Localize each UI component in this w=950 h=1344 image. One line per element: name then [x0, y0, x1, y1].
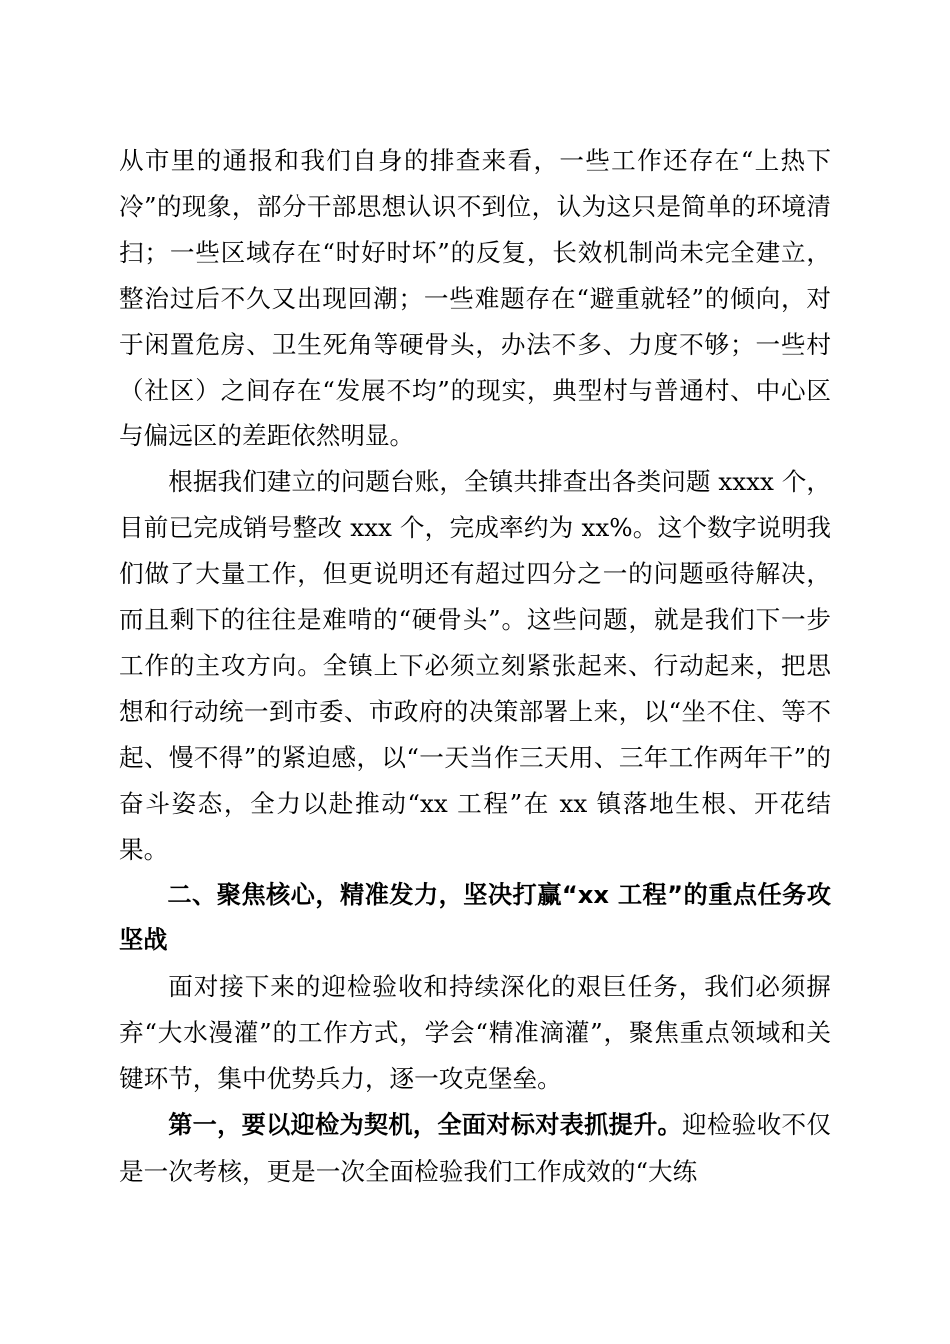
section-heading: 二、聚焦核心，精准发力，坚决打赢“xx 工程”的重点任务攻坚战	[119, 880, 831, 955]
document-page	[119, 138, 831, 1195]
body-paragraph	[119, 1102, 831, 1195]
paragraph-lead: 第一，要以迎检为契机，全面对标对表抓提升。	[168, 1111, 683, 1140]
body-paragraph: 从市里的通报和我们自身的排查来看，一些工作还存在“上热下冷”的现象，部分干部思想认识不到位，认为这只是简单的环境清扫；一些区域存在“时好时坏”的反复，长效机制尚未完全建立，整治过后不久又出现回潮；一些难题存在“避重就轻”的倾向，对于闲置危房、卫生死角等硬骨头，办法不多、力度不够；一些村（社区）之间存在“发展不均”的现实，典型村与普通村、中心区与偏远区的差距依然明显。	[119, 146, 831, 451]
body-paragraph: 根据我们建立的问题台账，全镇共排查出各类问题 xxxx 个，目前已完成销号整改 xxx 个，完成率约为 xx%。这个数字说明我们做了大量工作，但更说明还有超过四分之一的问题亟待解决，而且剩下的往往是难啃的“硬骨头”。这些问题，就是我们下一步工作的主攻方向。全镇上下必须立刻紧张起来、行动起来，把思想和行动统一到市委、市政府的决策部署上来，以“坐不住、等不起、慢不得”的紧迫感，以“一天当作三天用、三年工作两年干”的奋斗姿态，全力以赴推动“xx 工程”在 xx 镇落地生根、开花结果。	[119, 467, 831, 864]
body-paragraph: 面对接下来的迎检验收和持续深化的艰巨任务，我们必须摒弃“大水漫灌”的工作方式，学会“精准滴灌”，聚焦重点领域和关键环节，集中优势兵力，逐一攻克堡垒。	[119, 972, 831, 1094]
paragraph-text: 迎检验收不仅是一次考核，更是一次全面检验我们工作成效的“大练	[119, 1110, 831, 1186]
